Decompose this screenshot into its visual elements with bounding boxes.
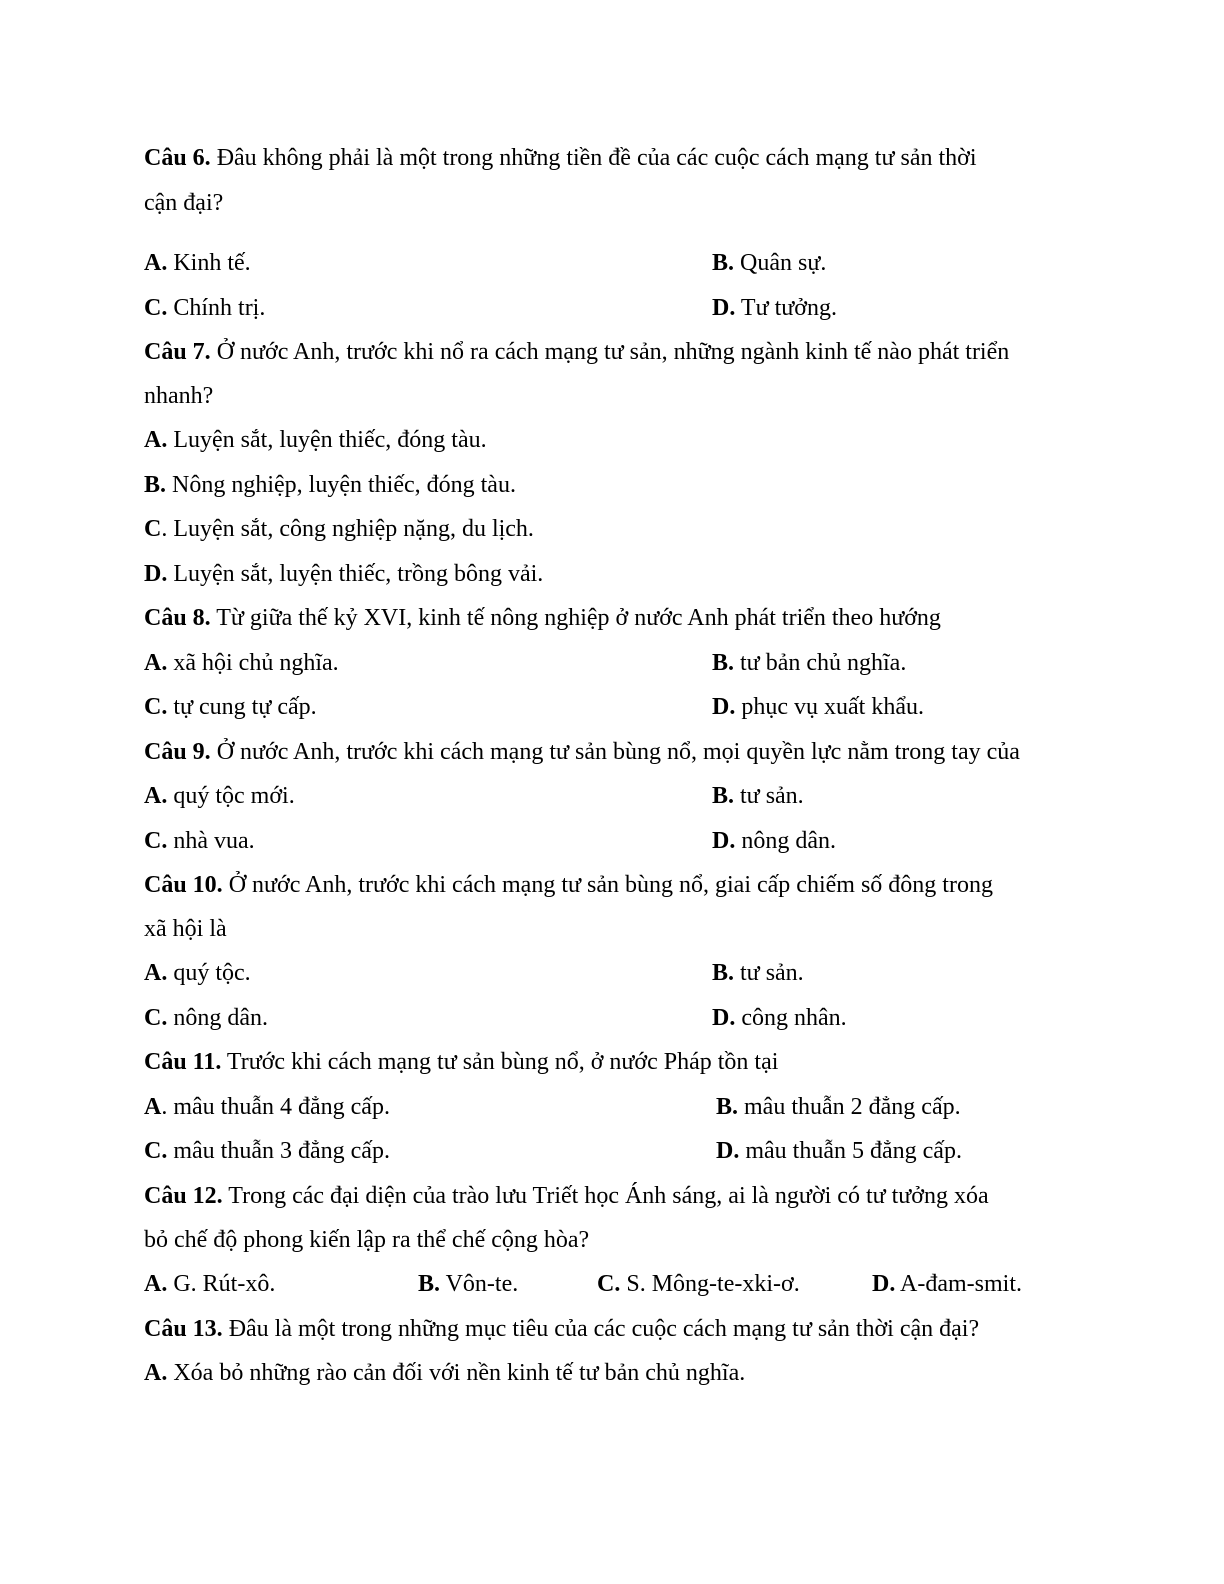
question-6-continued: cận đại?: [144, 190, 224, 216]
question-9: [144, 737, 1020, 767]
option-d: D. công nhân.: [712, 1005, 847, 1031]
question-text: Đâu không phải là một trong những tiền đề của các cuộc cách mạng tư sản thời: [210, 145, 977, 171]
question-label: Câu 9.: [144, 739, 211, 765]
option-a: A. quý tộc mới.: [144, 783, 295, 809]
question-10-continued: xã hội là: [144, 916, 227, 942]
option-c: C. nhà vua.: [144, 828, 255, 854]
option-b: B. tư sản.: [712, 960, 804, 986]
option-b: B. tư sản.: [712, 783, 804, 809]
option-a: A. Luyện sắt, luyện thiếc, đóng tàu.: [144, 427, 487, 453]
question-text: Từ giữa thế kỷ XVI, kinh tế nông nghiệp ở nước Anh phát triển theo hướng: [210, 605, 941, 631]
question-13: [144, 1314, 979, 1344]
option-d: D. phục vụ xuất khẩu.: [712, 694, 924, 720]
question-text: Trong các đại diện của trào lưu Triết học Ánh sáng, ai là người có tư tưởng xóa: [222, 1183, 989, 1209]
question-text: Đâu là một trong những mục tiêu của các cuộc cách mạng tư sản thời cận đại?: [222, 1316, 980, 1342]
option-d: D. A-đam-smit.: [872, 1271, 1022, 1297]
question-label: Câu 8.: [144, 605, 211, 631]
option-d: D. mâu thuẫn 5 đẳng cấp.: [716, 1138, 962, 1164]
question-12-continued: bỏ chế độ phong kiến lập ra thể chế cộng hòa?: [144, 1227, 590, 1253]
question-label: Câu 13.: [144, 1316, 223, 1342]
option-b: B. Quân sự.: [712, 250, 827, 276]
question-text: Ở nước Anh, trước khi cách mạng tư sản bùng nổ, giai cấp chiếm số đông trong: [222, 872, 993, 898]
option-a: A. xã hội chủ nghĩa.: [144, 650, 339, 676]
question-12: [144, 1181, 989, 1211]
option-d: D. Luyện sắt, luyện thiếc, trồng bông vải.: [144, 561, 544, 587]
option-d: D. Tư tưởng.: [712, 295, 837, 321]
question-text: Trước khi cách mạng tư sản bùng nổ, ở nước Pháp tồn tại: [221, 1049, 779, 1075]
question-text: Ở nước Anh, trước khi nổ ra cách mạng tư sản, những ngành kinh tế nào phát triển: [210, 339, 1010, 365]
option-c: C. nông dân.: [144, 1005, 268, 1031]
question-label: Câu 7.: [144, 339, 211, 365]
question-6: [144, 143, 977, 173]
option-c: C. tự cung tự cấp.: [144, 694, 317, 720]
option-b: B. Vôn-te.: [418, 1271, 519, 1297]
question-label: Câu 10.: [144, 872, 223, 898]
option-c: C. Chính trị.: [144, 295, 266, 321]
option-a: A. G. Rút-xô.: [144, 1271, 276, 1297]
question-text: Ở nước Anh, trước khi cách mạng tư sản bùng nổ, mọi quyền lực nằm trong tay của: [210, 739, 1020, 765]
option-d: D. nông dân.: [712, 828, 836, 854]
question-10: [144, 870, 993, 900]
option-b: B. Nông nghiệp, luyện thiếc, đóng tàu.: [144, 472, 516, 498]
option-a: A. quý tộc.: [144, 960, 251, 986]
option-a: A. mâu thuẫn 4 đẳng cấp.: [144, 1094, 390, 1120]
option-b: B. mâu thuẫn 2 đẳng cấp.: [716, 1094, 961, 1120]
question-8: [144, 603, 941, 633]
question-11: [144, 1047, 778, 1077]
option-c: C. Luyện sắt, công nghiệp nặng, du lịch.: [144, 516, 534, 542]
option-a: A. Kinh tế.: [144, 250, 251, 276]
question-7: [144, 337, 1009, 367]
option-c: C. mâu thuẫn 3 đẳng cấp.: [144, 1138, 390, 1164]
option-c: C. S. Mông-te-xki-ơ.: [597, 1271, 800, 1297]
question-label: Câu 12.: [144, 1183, 223, 1209]
option-b: B. tư bản chủ nghĩa.: [712, 650, 907, 676]
question-label: Câu 11.: [144, 1049, 222, 1075]
question-label: Câu 6.: [144, 145, 211, 171]
option-a: A. Xóa bỏ những rào cản đối với nền kinh tế tư bản chủ nghĩa.: [144, 1360, 746, 1386]
question-7-continued: nhanh?: [144, 383, 214, 409]
